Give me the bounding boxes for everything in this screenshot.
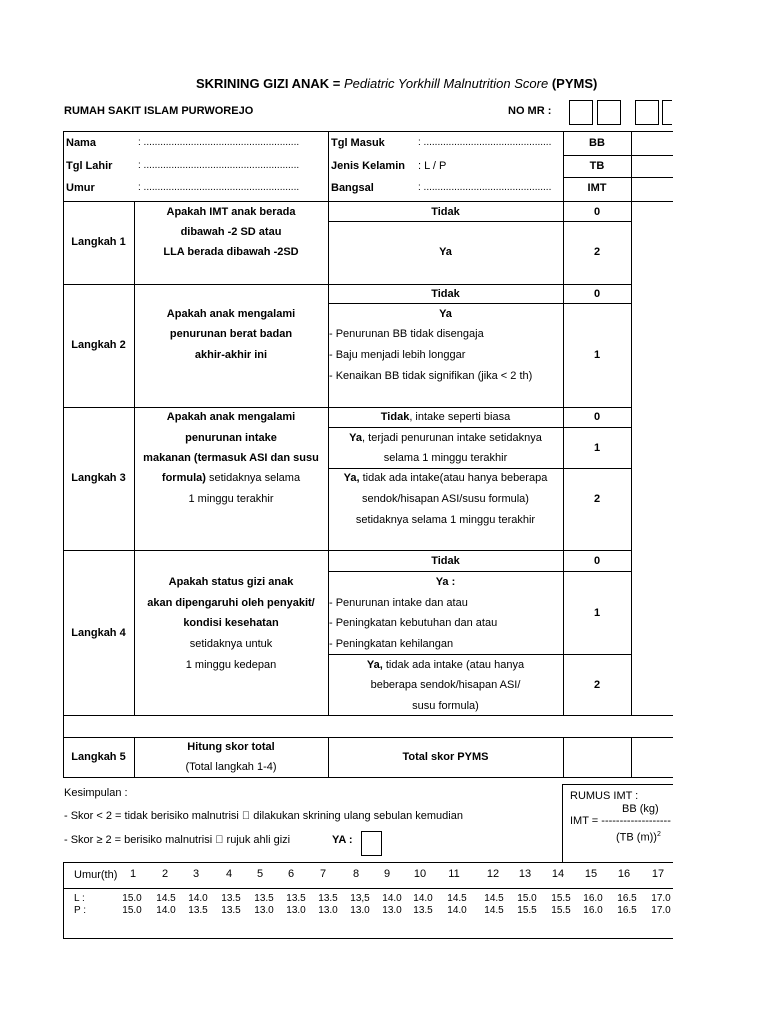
l-value-cell: 14.5 xyxy=(447,893,467,904)
l-value-cell: 14.0 xyxy=(413,893,433,904)
label-bangsal: Bangsal xyxy=(331,182,374,194)
age-cell: 6 xyxy=(287,868,295,880)
age-cell: 12 xyxy=(486,868,500,880)
age-cell: 5 xyxy=(256,868,264,880)
step1-answer-tidak: Tidak xyxy=(431,206,460,218)
step3-question-2: penurunan intake xyxy=(185,432,277,444)
l-label: L : xyxy=(74,893,85,904)
p-value-cell: 13.0 xyxy=(350,905,370,916)
label-tgl-masuk: Tgl Masuk xyxy=(331,137,385,149)
step4-score-2: 2 xyxy=(593,679,601,691)
rumus-denominator: (TB (m))$^2$ xyxy=(616,831,661,844)
step3-question-1: Apakah anak mengalami xyxy=(166,411,296,423)
ya-checkbox[interactable] xyxy=(361,831,382,856)
step2-question-1: Apakah anak mengalami xyxy=(166,308,296,320)
no-mr-box-4[interactable] xyxy=(662,100,672,125)
p-value-cell: 16.0 xyxy=(583,905,603,916)
age-cell: 11 xyxy=(448,868,460,880)
step1-question-3: LLA berada dibawah -2SD xyxy=(163,246,299,258)
step4-question-3: kondisi kesehatan xyxy=(183,617,279,629)
step3-question-5: 1 minggu terakhir xyxy=(188,493,274,505)
rumus-imt: IMT = ------------------- xyxy=(570,815,671,827)
l-value-cell: 14.0 xyxy=(382,893,402,904)
step1-question-2: dibawah -2 SD atau xyxy=(180,226,282,238)
kesimpulan-line-1: - Skor < 2 = tidak berisiko malnutrisi   dilakukan skrining ulang sebulan kemudian xyxy=(64,810,463,822)
label-tb: TB xyxy=(589,160,605,172)
l-value-cell: 16.5 xyxy=(617,893,637,904)
p-value-cell: 13.0 xyxy=(286,905,306,916)
step4-question-4: setidaknya untuk xyxy=(189,638,273,650)
l-value-cell: 13.5 xyxy=(286,893,306,904)
step4-item-2: - Peningkatan kebutuhan dan atau xyxy=(329,617,498,629)
label-jenis-kelamin: Jenis Kelamin xyxy=(331,160,405,172)
step4-answer-ya-2b: beberapa sendok/hisapan ASI/ xyxy=(370,679,521,691)
age-cell: 1 xyxy=(129,868,137,880)
step3-score-2: 2 xyxy=(593,493,601,505)
age-cell: 9 xyxy=(383,868,391,880)
no-mr-box-3[interactable] xyxy=(635,100,659,125)
step1-score-0: 0 xyxy=(593,206,601,218)
kesimpulan-title: Kesimpulan : xyxy=(64,787,128,799)
step2-question-3: akhir-akhir ini xyxy=(194,349,268,361)
l-value-cell: 16.0 xyxy=(583,893,603,904)
ya-label: YA : xyxy=(332,834,353,846)
step4-question-2: akan dipengaruhi oleh penyakit/ xyxy=(147,597,315,609)
age-cell: 16 xyxy=(617,868,631,880)
step5-question-2: (Total langkah 1-4) xyxy=(185,761,277,773)
p-value-cell: 16.5 xyxy=(617,905,637,916)
p-value-cell: 15.5 xyxy=(551,905,571,916)
step3-answer-tidak: Tidak, intake seperti biasa xyxy=(380,411,511,423)
rumus-numerator: BB (kg) xyxy=(622,803,659,815)
no-mr-label: NO MR : xyxy=(508,105,552,117)
step3-score-1: 1 xyxy=(593,442,601,454)
step5-question-1: Hitung skor total xyxy=(187,741,275,753)
umur-label: Umur(th) xyxy=(74,869,118,881)
l-value-cell: 14.0 xyxy=(188,893,208,904)
age-cell: 17 xyxy=(651,868,665,880)
p-value-cell: 13.0 xyxy=(382,905,402,916)
p-value-cell: 13.5 xyxy=(188,905,208,916)
l-value-cell: 14.5 xyxy=(156,893,176,904)
no-mr-box-2[interactable] xyxy=(597,100,621,125)
label-tgl-lahir: Tgl Lahir xyxy=(66,160,113,172)
label-imt: IMT xyxy=(587,182,607,194)
step3-answer-ya-1b: selama 1 minggu terakhir xyxy=(383,452,508,464)
step3-score-0: 0 xyxy=(593,411,601,423)
l-value-cell: 13.5 xyxy=(221,893,241,904)
no-mr-box-1[interactable] xyxy=(569,100,593,125)
p-value-cell: 13.0 xyxy=(318,905,338,916)
l-value-cell: 13.5 xyxy=(318,893,338,904)
field-tgl-masuk[interactable]: : .............................................. xyxy=(418,137,552,148)
step4-question-1: Apakah status gizi anak xyxy=(168,576,294,588)
step1-score-2: 2 xyxy=(593,246,601,258)
step2-score-1: 1 xyxy=(593,349,601,361)
step3-answer-ya-2b: sendok/hisapan ASI/susu formula) xyxy=(362,493,529,505)
p-value-cell: 14.0 xyxy=(156,905,176,916)
step3-answer-ya-2: Ya, tidak ada intake(atau hanya beberapa xyxy=(343,472,548,484)
l-value-cell: 13.5 xyxy=(254,893,274,904)
p-value-cell: 13.5 xyxy=(413,905,433,916)
age-cell: 2 xyxy=(161,868,169,880)
l-value-cell: 15.0 xyxy=(517,893,537,904)
step4-answer-ya-2: Ya, tidak ada intake (atau hanya xyxy=(366,659,525,671)
step4-question-5: 1 minggu kedepan xyxy=(185,659,277,671)
p-value-cell: 14.5 xyxy=(484,905,504,916)
l-value-cell: 14.5 xyxy=(484,893,504,904)
step3-question-3: makanan (termasuk ASI dan susu xyxy=(143,452,319,464)
step2-answer-tidak: Tidak xyxy=(431,288,460,300)
kesimpulan-line-2: - Skor ≥ 2 = berisiko malnutrisi   rujuk ahli gizi xyxy=(64,834,291,846)
p-value-cell: 15.0 xyxy=(122,905,142,916)
label-nama: Nama xyxy=(66,137,96,149)
rumus-title: RUMUS IMT : xyxy=(570,790,639,802)
p-label: P : xyxy=(74,905,87,916)
step2-question-2: penurunan berat badan xyxy=(169,328,293,340)
step4-item-1: - Penurunan intake dan atau xyxy=(329,597,468,609)
step4-score-1: 1 xyxy=(593,607,601,619)
step2-answer-ya: Ya xyxy=(439,308,452,320)
label-bb: BB xyxy=(589,137,605,149)
step2-score-0: 0 xyxy=(593,288,601,300)
field-tgl-lahir[interactable]: : ........................................................ xyxy=(138,160,300,171)
age-cell: 8 xyxy=(352,868,360,880)
step4-label: Langkah 4 xyxy=(71,627,126,639)
step1-answer-ya: Ya xyxy=(439,246,452,258)
field-nama[interactable]: : ........................................................ xyxy=(138,137,300,148)
label-umur: Umur xyxy=(66,182,95,194)
age-cell: 14 xyxy=(551,868,565,880)
l-value-cell: 15.0 xyxy=(122,893,142,904)
step3-answer-ya-1: Ya, terjadi penurunan intake setidaknya xyxy=(349,432,542,444)
step4-answer-ya-2c: susu formula) xyxy=(412,700,479,712)
p-value-cell: 15.5 xyxy=(517,905,537,916)
step5-label: Langkah 5 xyxy=(71,751,126,763)
step2-label: Langkah 2 xyxy=(71,339,126,351)
step5-total-field[interactable] xyxy=(632,738,672,777)
step4-answer-tidak: Tidak xyxy=(431,555,460,567)
age-cell: 3 xyxy=(192,868,200,880)
hospital-name: RUMAH SAKIT ISLAM PURWOREJO xyxy=(64,105,254,117)
step1-question-1: Apakah IMT anak berada xyxy=(166,206,296,218)
step2-item-2: - Baju menjadi lebih longgar xyxy=(329,349,466,361)
step3-label: Langkah 3 xyxy=(71,472,126,484)
field-bangsal[interactable]: : .............................................. xyxy=(418,182,552,193)
age-cell: 10 xyxy=(413,868,427,880)
l-value-cell: 15.5 xyxy=(551,893,571,904)
p-value-cell: 13.0 xyxy=(254,905,274,916)
age-cell: 4 xyxy=(225,868,233,880)
step4-answer-ya: Ya : xyxy=(435,576,456,588)
step1-label: Langkah 1 xyxy=(71,236,126,248)
age-cell: 13 xyxy=(518,868,532,880)
step3-answer-ya-2c: setidaknya selama 1 minggu terakhir xyxy=(355,514,536,526)
p-value-cell: 17.0 xyxy=(651,905,671,916)
l-value-cell: 13,5 xyxy=(350,893,370,904)
step2-item-3: - Kenaikan BB tidak signifikan (jika < 2 th) xyxy=(329,370,533,382)
step2-item-1: - Penurunan BB tidak disengaja xyxy=(329,328,484,340)
step3-question-4: formula) setidaknya selama xyxy=(161,472,301,484)
field-umur[interactable]: : ........................................................ xyxy=(138,182,300,193)
step4-score-0: 0 xyxy=(593,555,601,567)
l-value-cell: 17.0 xyxy=(651,893,671,904)
field-jenis-kelamin[interactable]: : L / P xyxy=(418,160,447,172)
age-cell: 7 xyxy=(319,868,327,880)
page-title: SKRINING GIZI ANAK = Pediatric Yorkhill Malnutrition Score (PYMS) xyxy=(196,76,598,91)
p-value-cell: 14.0 xyxy=(447,905,467,916)
step4-item-3: - Peningkatan kehilangan xyxy=(329,638,454,650)
step5-total-label: Total skor PYMS xyxy=(402,751,489,763)
age-cell: 15 xyxy=(584,868,598,880)
p-value-cell: 13.5 xyxy=(221,905,241,916)
